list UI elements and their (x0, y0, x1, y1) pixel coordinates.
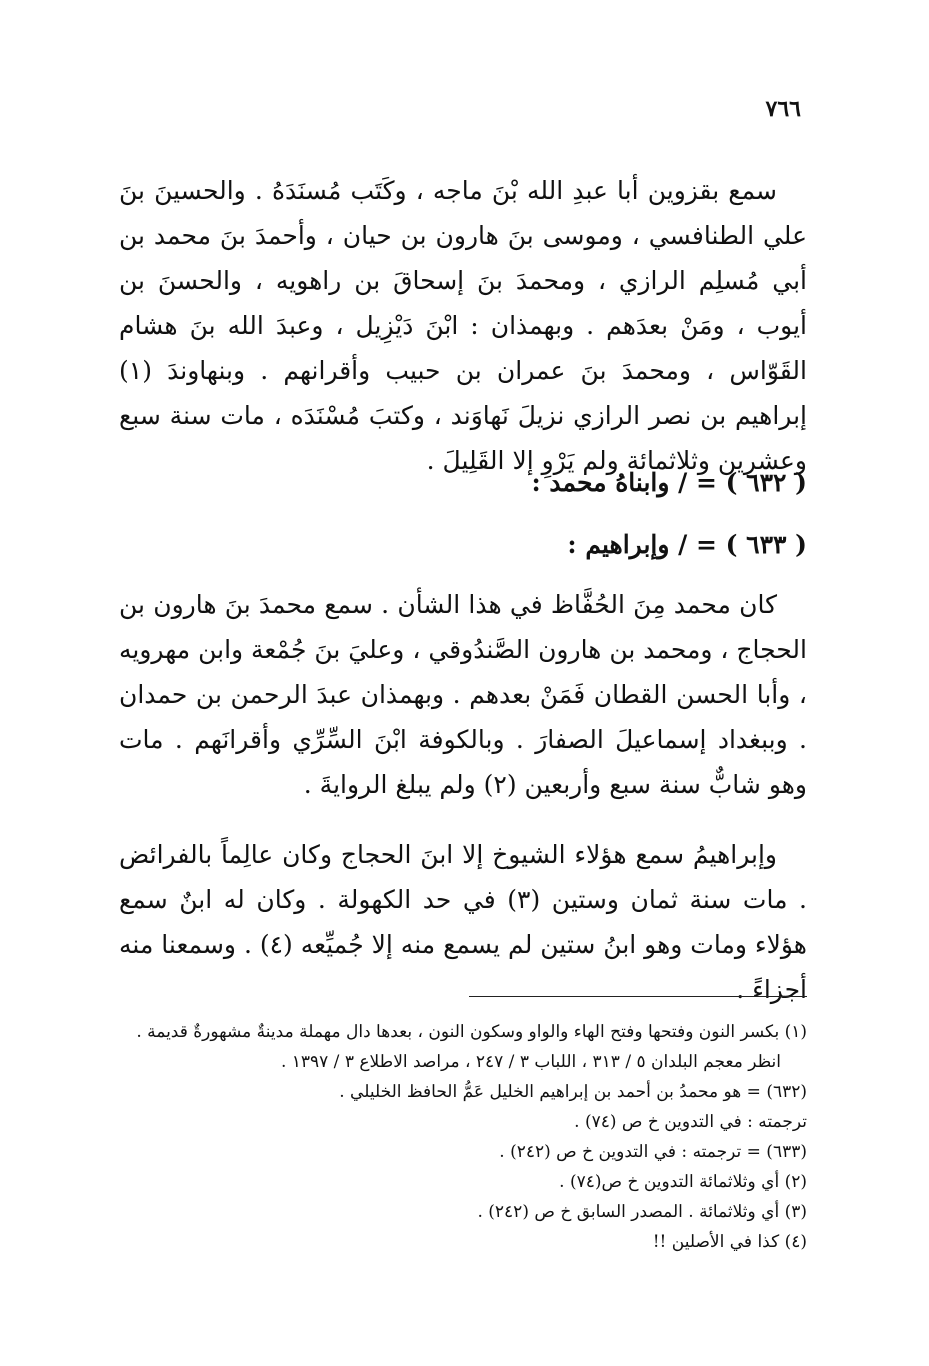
footnote-separator (469, 996, 807, 997)
footnote-3: (٣) أي وثلاثمائة . المصدر السابق خ ص (٢٤٢) . (477, 1202, 807, 1222)
footnote-632: (٦٣٢) = هو محمدُ بن أحمد بن إبراهيم الخليل عَمُّ الحافظ الخليلي . (339, 1082, 807, 1102)
footnote-632-source: ترجمته : في التدوين خ ص (٧٤) . (574, 1112, 807, 1132)
body-paragraph-2: كان محمد مِنَ الحُفَّاظ في هذا الشأن . سمع محمدَ بنَ هارون بن الحجاج ، ومحمد بن هارون الصَّندُوقي ، وعليَ بنَ جُمْعة وابن مهرويه ، وأبا الحسن القطان فَمَنْ بعدهم . وبهمذان عبدَ الرحمن بن حمدان . وببغداد إسماعيلَ الصفارَ . وبالكوفة ابْنَ السِّرِّي وأقرانَهم . مات وهو شابٌّ سنة سبع وأربعين (٢) ولم يبلغ الروايةَ . (118, 590, 807, 799)
footnote-633: (٦٣٣) = ترجمته : في التدوين خ ص (٢٤٢) . (499, 1142, 807, 1162)
footnote-1: (١) بكسر النون وفتحها وفتح الهاء والواو وسكون النون ، بعدها دال مهملة مدينةٌ مشهورةٌ قديمة . (136, 1022, 807, 1042)
page-number: ٧٦٦ (765, 96, 801, 122)
footnote-1-continuation: انظر معجم البلدان ٥ / ٣١٣ ، اللباب ٣ / ٢٤٧ ، مراصد الاطلاع ٣ / ١٣٩٧ . (280, 1052, 781, 1072)
footnote-4: (٤) كذا في الأصلين !! (652, 1232, 807, 1252)
footnotes (117, 1017, 807, 1257)
body-paragraph-3: وإبراهيمُ سمع هؤلاء الشيوخ إلا ابنَ الحجاج وكان عالِماً بالفرائض . مات سنة ثمان وستين (٣) في حد الكهولة . وكان له ابنٌ سمع هؤلاء ومات وهو ابنُ ستين لم يسمع منه إلا جُميِّعه (٤) . وسمعنا منه أجزاءً . (119, 840, 807, 1004)
entry-heading-633: ( ٦٣٣ ) = / وإبراهيم : (567, 530, 807, 559)
body-paragraph-1: سمع بقزوين أبا عبدِ الله بْنَ ماجه ، وكَتَب مُسنَدَهُ . والحسينَ بنَ علي الطنافسي ، وموسى بنَ هارون بن حيان ، وأحمدَ بنَ محمد بن أبي مُسلِم الرازي ، ومحمدَ بنَ إسحاقَ بن راهويه ، والحسنَ بن أيوب ، ومَنْ بعدَهم . وبهمذان : ابْنَ دَيْزِيل ، وعبدَ الله بنَ هشام القَوّاس ، ومحمدَ بنَ عمران بن حبيب وأقرانهم . وبنهاوندَ (١) إبراهيم بن نصر الرازي نزيلَ نَهاوَند ، وكتبَ مُسْنَدَه ، مات سنة سبع وعشرين وثلاثمائة ولم يَرْوِ إلا القَلِيلَ . (119, 176, 807, 475)
footnote-2: (٢) أي وثلاثمائة التدوين خ ص(٧٤) . (559, 1172, 807, 1192)
entry-heading-632: ( ٦٣٢ ) = / وابناهُ محمد : (531, 468, 807, 497)
